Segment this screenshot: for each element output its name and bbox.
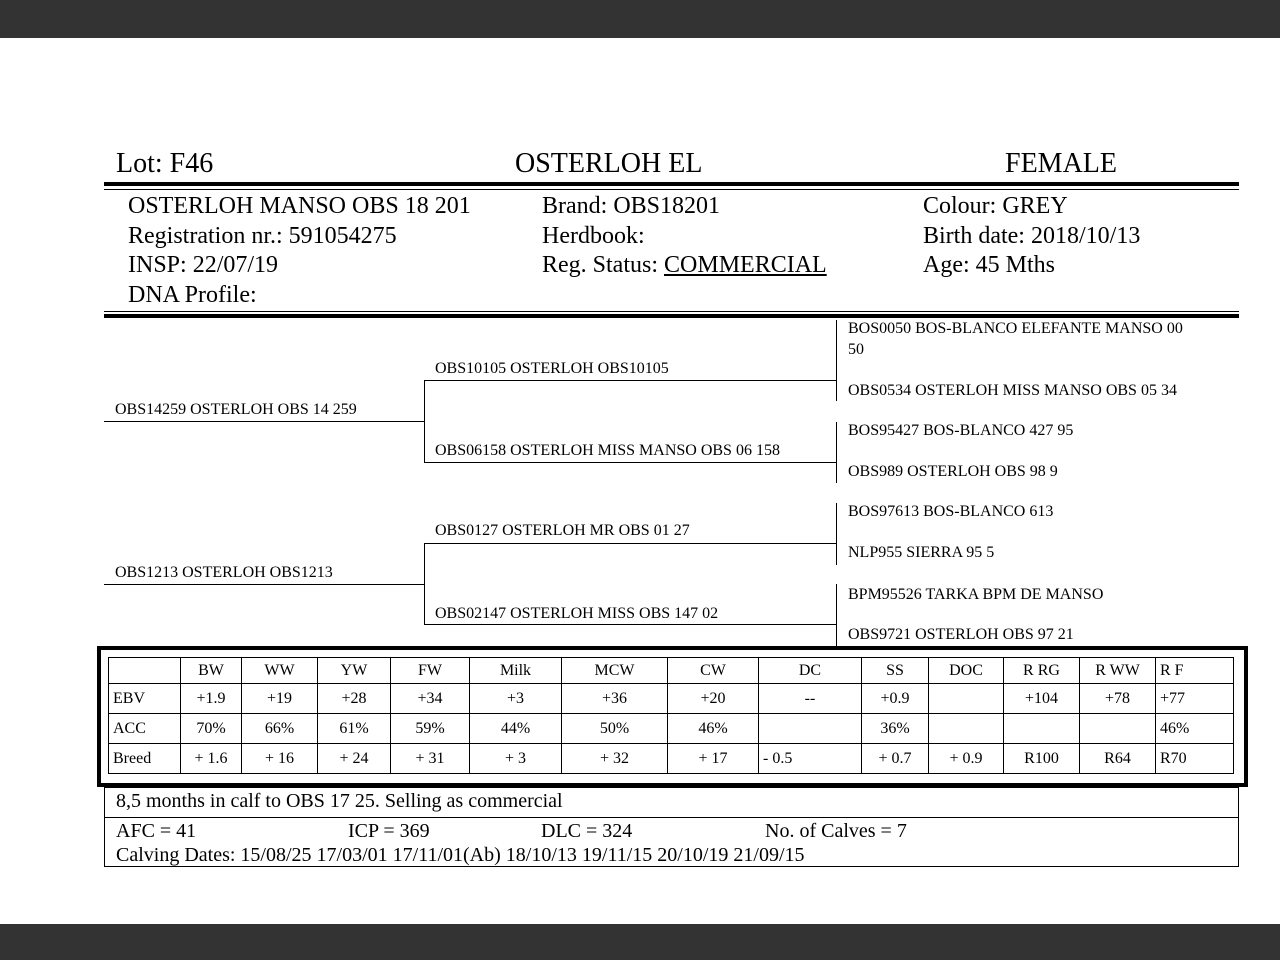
pedigree-dam-dam: OBS02147 OSTERLOH MISS OBS 147 02	[435, 605, 719, 622]
ebv-col-header: DC	[759, 658, 862, 684]
ebv-col-header: DOC	[929, 658, 1004, 684]
ebv-cell: 44%	[470, 714, 562, 744]
ebv-cell	[929, 684, 1004, 714]
ebv-col-header: WW	[242, 658, 318, 684]
ebv-cell: +77	[1156, 684, 1234, 714]
ped-connector-gg3	[836, 503, 837, 565]
ped-line-sire-dam	[424, 462, 837, 463]
registration-number: Registration nr.: 591054275	[128, 223, 397, 249]
ebv-cell: + 0.9	[929, 744, 1004, 774]
pedigree-gg-4: OBS989 OSTERLOH OBS 98 9	[848, 463, 1058, 480]
table-row	[109, 684, 1234, 714]
animal-full-name: OSTERLOH MANSO OBS 18 201	[128, 193, 471, 219]
ebv-cell	[1004, 714, 1080, 744]
ebv-cell: + 0.7	[862, 744, 929, 774]
ebv-cell: + 17	[668, 744, 759, 774]
pedigree-gg-5: BOS97613 BOS-BLANCO 613	[848, 503, 1054, 520]
ebv-cell: 66%	[242, 714, 318, 744]
ebv-cell: R70	[1156, 744, 1234, 774]
ebv-cell: +36	[562, 684, 668, 714]
ebv-col-header: BW	[181, 658, 242, 684]
table-row	[109, 744, 1234, 774]
ped-line-dam-sire	[424, 543, 837, 544]
ebv-cell: --	[759, 684, 862, 714]
ebv-cell: R100	[1004, 744, 1080, 774]
afc-value: AFC = 41	[116, 820, 197, 842]
reg-status-value: COMMERCIAL	[664, 252, 827, 278]
ebv-cell: + 32	[562, 744, 668, 774]
pedigree-gg-1-cont: 50	[848, 341, 864, 358]
pedigree-gg-7: BPM95526 TARKA BPM DE MANSO	[848, 586, 1104, 603]
ebv-cell	[759, 714, 862, 744]
ebv-table	[108, 657, 1234, 774]
ped-connector-gg2	[836, 422, 837, 483]
ebv-col-header: R RG	[1004, 658, 1080, 684]
ebv-col-header: FW	[391, 658, 470, 684]
ebv-corner-cell	[109, 658, 181, 684]
ebv-cell: + 1.6	[181, 744, 242, 774]
ped-line-sire-sire	[424, 380, 837, 381]
pedigree-dam-sire: OBS0127 OSTERLOH MR OBS 01 27	[435, 522, 690, 539]
ebv-cell: +19	[242, 684, 318, 714]
ebv-cell: 70%	[181, 714, 242, 744]
notes-comment: 8,5 months in calf to OBS 17 25. Selling as commercial	[116, 790, 563, 812]
pedigree-gg-2: OBS0534 OSTERLOH MISS MANSO OBS 05 34	[848, 382, 1177, 399]
pedigree-gg-8: OBS9721 OSTERLOH OBS 97 21	[848, 626, 1074, 643]
ped-connector-dam	[424, 543, 425, 625]
brand: Brand: OBS18201	[542, 193, 721, 219]
ebv-cell	[1080, 714, 1156, 744]
ebv-cell: +78	[1080, 684, 1156, 714]
header-rule-top	[104, 182, 1239, 186]
pedigree-sire-sire: OBS10105 OSTERLOH OBS10105	[435, 360, 669, 377]
ebv-col-header: MCW	[562, 658, 668, 684]
info-rule-thick	[104, 314, 1239, 318]
birth-date: Birth date: 2018/10/13	[923, 223, 1141, 249]
ebv-row-label: Breed	[109, 744, 181, 774]
dlc-value: DLC = 324	[541, 820, 633, 842]
colour: Colour: GREY	[923, 193, 1068, 219]
ebv-col-header: Milk	[470, 658, 562, 684]
reg-status-label: Reg. Status:	[542, 252, 665, 278]
table-row	[109, 714, 1234, 744]
herdbook: Herdbook:	[542, 223, 645, 249]
ped-connector-gg1	[836, 320, 837, 401]
header-rule-top-thin	[104, 189, 1239, 190]
ebv-cell: +104	[1004, 684, 1080, 714]
ped-connector-gg4	[836, 584, 837, 646]
ebv-cell: 46%	[668, 714, 759, 744]
calving-dates: Calving Dates: 15/08/25 17/03/01 17/11/01(Ab) 18/10/13 19/11/15 20/10/19 21/09/15	[116, 844, 805, 866]
ebv-cell: +3	[470, 684, 562, 714]
ebv-cell: + 16	[242, 744, 318, 774]
ebv-cell: +28	[318, 684, 391, 714]
icp-value: ICP = 369	[348, 820, 430, 842]
ebv-cell: 59%	[391, 714, 470, 744]
ebv-cell: + 31	[391, 744, 470, 774]
ebv-cell: +34	[391, 684, 470, 714]
animal-name: OSTERLOH EL	[515, 148, 703, 179]
notes-separator	[104, 817, 1239, 818]
animal-sex: FEMALE	[1005, 148, 1117, 179]
ped-connector-sire	[424, 380, 425, 463]
pedigree-gg-1: BOS0050 BOS-BLANCO ELEFANTE MANSO 00	[848, 320, 1183, 337]
ebv-cell: 46%	[1156, 714, 1234, 744]
ebv-col-header: CW	[668, 658, 759, 684]
ebv-cell: +0.9	[862, 684, 929, 714]
ebv-cell: + 3	[470, 744, 562, 774]
top-dark-bar	[0, 0, 1280, 38]
ebv-row-label: ACC	[109, 714, 181, 744]
ebv-cell: R64	[1080, 744, 1156, 774]
pedigree-dam: OBS1213 OSTERLOH OBS1213	[115, 564, 333, 581]
pedigree-gg-6: NLP955 SIERRA 95 5	[848, 544, 995, 561]
ebv-col-header: YW	[318, 658, 391, 684]
ped-line-sire	[104, 421, 425, 422]
ebv-col-header: SS	[862, 658, 929, 684]
calves-count: No. of Calves = 7	[765, 820, 907, 842]
ped-line-dam	[104, 584, 425, 585]
bottom-dark-bar	[0, 924, 1280, 960]
pedigree-sire: OBS14259 OSTERLOH OBS 14 259	[115, 401, 357, 418]
age: Age: 45 Mths	[923, 252, 1055, 278]
ebv-cell: +20	[668, 684, 759, 714]
ebv-cell: 61%	[318, 714, 391, 744]
ebv-cell: 50%	[562, 714, 668, 744]
ped-line-dam-dam	[424, 624, 837, 625]
ebv-cell: +1.9	[181, 684, 242, 714]
pedigree-sire-dam: OBS06158 OSTERLOH MISS MANSO OBS 06 158	[435, 442, 780, 459]
inspection-date: INSP: 22/07/19	[128, 252, 279, 278]
ebv-col-header: R F	[1156, 658, 1234, 684]
ebv-cell: + 24	[318, 744, 391, 774]
info-rule-thin	[104, 311, 1239, 312]
ebv-cell: - 0.5	[759, 744, 862, 774]
pedigree-gg-3: BOS95427 BOS-BLANCO 427 95	[848, 422, 1074, 439]
dna-profile: DNA Profile:	[128, 282, 257, 308]
ebv-row-label: EBV	[109, 684, 181, 714]
ebv-col-header: R WW	[1080, 658, 1156, 684]
reg-status	[542, 252, 827, 279]
ebv-header-row	[109, 658, 1234, 684]
ebv-cell	[929, 714, 1004, 744]
ebv-cell: 36%	[862, 714, 929, 744]
lot-number: Lot: F46	[116, 148, 214, 179]
